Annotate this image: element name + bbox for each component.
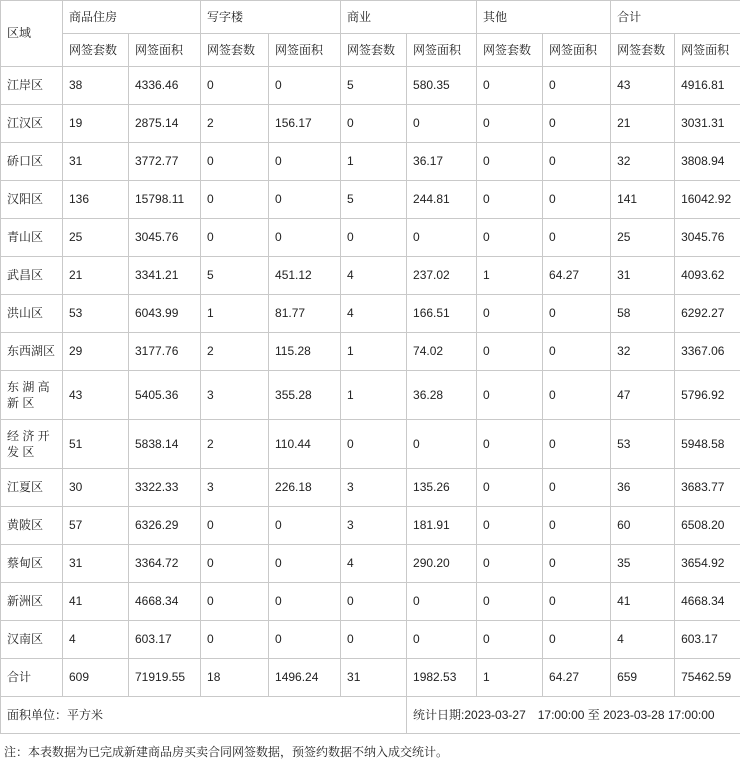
- cell: 41: [63, 583, 129, 621]
- cell: 3045.76: [675, 219, 740, 257]
- cell: 0: [269, 181, 341, 219]
- table-row: [1, 143, 740, 181]
- cell: 181.91: [407, 507, 477, 545]
- header-sub-3: 网签面积: [269, 34, 341, 67]
- cell: 0: [269, 143, 341, 181]
- row-region: 东西湖区: [1, 333, 63, 371]
- header-sub-5: 网签面积: [407, 34, 477, 67]
- row-region: 洪山区: [1, 295, 63, 333]
- cell: 0: [543, 420, 611, 469]
- cell: 60: [611, 507, 675, 545]
- cell: 0: [201, 583, 269, 621]
- row-region: 东 湖 高 新 区: [1, 371, 63, 420]
- cell: 0: [269, 545, 341, 583]
- total-label: 合计: [1, 659, 63, 697]
- cell: 290.20: [407, 545, 477, 583]
- total-cell: 71919.55: [129, 659, 201, 697]
- cell: 3364.72: [129, 545, 201, 583]
- total-cell: 1496.24: [269, 659, 341, 697]
- cell: 355.28: [269, 371, 341, 420]
- cell: 0: [201, 545, 269, 583]
- cell: 0: [477, 621, 543, 659]
- cell: 0: [543, 469, 611, 507]
- cell: 0: [477, 219, 543, 257]
- cell: 43: [63, 371, 129, 420]
- cell: 3322.33: [129, 469, 201, 507]
- cell: 0: [407, 105, 477, 143]
- stat-date-label: 统计日期:2023-03-27 17:00:00 至 2023-03-28 17:00:00: [407, 697, 740, 734]
- cell: 3683.77: [675, 469, 740, 507]
- cell: 1: [341, 371, 407, 420]
- header-sub-7: 网签面积: [543, 34, 611, 67]
- header-group-office: 写字楼: [201, 1, 341, 34]
- cell: 4: [341, 295, 407, 333]
- header-group-total: 合计: [611, 1, 740, 34]
- cell: 0: [407, 621, 477, 659]
- table-row: [1, 219, 740, 257]
- cell: 0: [543, 583, 611, 621]
- total-cell: 64.27: [543, 659, 611, 697]
- cell: 0: [477, 181, 543, 219]
- cell: 47: [611, 371, 675, 420]
- cell: 0: [477, 105, 543, 143]
- row-region: 江岸区: [1, 67, 63, 105]
- cell: 4668.34: [675, 583, 740, 621]
- cell: 3045.76: [129, 219, 201, 257]
- row-region: 硚口区: [1, 143, 63, 181]
- cell: 0: [543, 545, 611, 583]
- cell: 0: [477, 583, 543, 621]
- cell: 4336.46: [129, 67, 201, 105]
- cell: 0: [201, 621, 269, 659]
- cell: 4: [341, 545, 407, 583]
- cell: 30: [63, 469, 129, 507]
- cell: 6326.29: [129, 507, 201, 545]
- table-row: [1, 545, 740, 583]
- header-sub-6: 网签套数: [477, 34, 543, 67]
- cell: 35: [611, 545, 675, 583]
- cell: 3772.77: [129, 143, 201, 181]
- cell: 1: [341, 333, 407, 371]
- cell: 38: [63, 67, 129, 105]
- table-group-header-row: [1, 1, 740, 34]
- header-sub-4: 网签套数: [341, 34, 407, 67]
- cell: 31: [63, 143, 129, 181]
- cell: 0: [341, 583, 407, 621]
- table-row: [1, 621, 740, 659]
- cell: 0: [269, 507, 341, 545]
- cell: 4668.34: [129, 583, 201, 621]
- cell: 5: [341, 67, 407, 105]
- table-row: [1, 67, 740, 105]
- cell: 2: [201, 105, 269, 143]
- cell: 32: [611, 143, 675, 181]
- cell: 0: [543, 371, 611, 420]
- cell: 156.17: [269, 105, 341, 143]
- cell: 0: [201, 67, 269, 105]
- cell: 0: [201, 181, 269, 219]
- cell: 2875.14: [129, 105, 201, 143]
- cell: 3177.76: [129, 333, 201, 371]
- cell: 136: [63, 181, 129, 219]
- table-row: [1, 371, 740, 420]
- cell: 2: [201, 420, 269, 469]
- cell: 4916.81: [675, 67, 740, 105]
- header-group-commercial: 商业: [341, 1, 477, 34]
- cell: 4: [611, 621, 675, 659]
- cell: 36.17: [407, 143, 477, 181]
- cell: 226.18: [269, 469, 341, 507]
- cell: 0: [477, 333, 543, 371]
- cell: 244.81: [407, 181, 477, 219]
- cell: 0: [341, 420, 407, 469]
- cell: 29: [63, 333, 129, 371]
- cell: 0: [543, 105, 611, 143]
- cell: 41: [611, 583, 675, 621]
- cell: 0: [543, 333, 611, 371]
- cell: 3: [201, 469, 269, 507]
- cell: 0: [543, 621, 611, 659]
- table-row: [1, 583, 740, 621]
- header-sub-8: 网签套数: [611, 34, 675, 67]
- row-region: 青山区: [1, 219, 63, 257]
- cell: 0: [477, 295, 543, 333]
- table-row: [1, 105, 740, 143]
- cell: 0: [477, 371, 543, 420]
- cell: 5948.58: [675, 420, 740, 469]
- cell: 0: [407, 420, 477, 469]
- header-sub-0: 网签套数: [63, 34, 129, 67]
- cell: 0: [477, 507, 543, 545]
- cell: 5: [341, 181, 407, 219]
- total-cell: 1982.53: [407, 659, 477, 697]
- row-region: 江汉区: [1, 105, 63, 143]
- total-cell: 659: [611, 659, 675, 697]
- cell: 43: [611, 67, 675, 105]
- cell: 5838.14: [129, 420, 201, 469]
- cell: 0: [341, 219, 407, 257]
- row-region: 黄陂区: [1, 507, 63, 545]
- cell: 0: [477, 143, 543, 181]
- cell: 25: [611, 219, 675, 257]
- cell: 3: [341, 469, 407, 507]
- cell: 3654.92: [675, 545, 740, 583]
- area-unit-label: 面积单位：平方米: [1, 697, 407, 734]
- cell: 0: [269, 67, 341, 105]
- row-region: 武昌区: [1, 257, 63, 295]
- cell: 0: [201, 143, 269, 181]
- cell: 5796.92: [675, 371, 740, 420]
- cell: 53: [611, 420, 675, 469]
- table-row: [1, 507, 740, 545]
- cell: 6043.99: [129, 295, 201, 333]
- cell: 0: [543, 143, 611, 181]
- cell: 1: [341, 143, 407, 181]
- cell: 31: [611, 257, 675, 295]
- cell: 0: [407, 583, 477, 621]
- cell: 166.51: [407, 295, 477, 333]
- cell: 0: [269, 621, 341, 659]
- header-sub-2: 网签套数: [201, 34, 269, 67]
- table-row: [1, 181, 740, 219]
- header-region: 区域: [1, 1, 63, 67]
- cell: 0: [477, 469, 543, 507]
- cell: 15798.11: [129, 181, 201, 219]
- total-cell: 1: [477, 659, 543, 697]
- table-sub-header-row: [1, 34, 740, 67]
- total-cell: 609: [63, 659, 129, 697]
- total-cell: 75462.59: [675, 659, 740, 697]
- cell: 57: [63, 507, 129, 545]
- cell: 1: [477, 257, 543, 295]
- cell: 51: [63, 420, 129, 469]
- cell: 603.17: [675, 621, 740, 659]
- row-region: 汉阳区: [1, 181, 63, 219]
- row-region: 蔡甸区: [1, 545, 63, 583]
- cell: 141: [611, 181, 675, 219]
- cell: 1: [201, 295, 269, 333]
- cell: 3: [201, 371, 269, 420]
- header-sub-9: 网签面积: [675, 34, 740, 67]
- cell: 16042.92: [675, 181, 740, 219]
- cell: 0: [407, 219, 477, 257]
- row-region: 汉南区: [1, 621, 63, 659]
- cell: 0: [543, 507, 611, 545]
- row-region: 新洲区: [1, 583, 63, 621]
- cell: 4093.62: [675, 257, 740, 295]
- cell: 32: [611, 333, 675, 371]
- cell: 0: [543, 219, 611, 257]
- cell: 0: [269, 583, 341, 621]
- table-total-row: [1, 659, 740, 697]
- table-row: [1, 257, 740, 295]
- cell: 6508.20: [675, 507, 740, 545]
- cell: 25: [63, 219, 129, 257]
- cell: 0: [341, 105, 407, 143]
- cell: 0: [341, 621, 407, 659]
- cell: 19: [63, 105, 129, 143]
- row-region: 经 济 开 发 区: [1, 420, 63, 469]
- cell: 3031.31: [675, 105, 740, 143]
- table-row: [1, 333, 740, 371]
- cell: 3: [341, 507, 407, 545]
- table-row: [1, 420, 740, 469]
- header-group-other: 其他: [477, 1, 611, 34]
- cell: 0: [269, 219, 341, 257]
- cell: 64.27: [543, 257, 611, 295]
- cell: 0: [543, 181, 611, 219]
- cell: 0: [477, 420, 543, 469]
- table-row: [1, 295, 740, 333]
- cell: 4: [63, 621, 129, 659]
- cell: 0: [477, 67, 543, 105]
- cell: 53: [63, 295, 129, 333]
- cell: 237.02: [407, 257, 477, 295]
- cell: 0: [543, 295, 611, 333]
- cell: 6292.27: [675, 295, 740, 333]
- total-cell: 31: [341, 659, 407, 697]
- cell: 31: [63, 545, 129, 583]
- cell: 603.17: [129, 621, 201, 659]
- cell: 0: [477, 545, 543, 583]
- row-region: 江夏区: [1, 469, 63, 507]
- header-group-residential: 商品住房: [63, 1, 201, 34]
- cell: 3808.94: [675, 143, 740, 181]
- cell: 580.35: [407, 67, 477, 105]
- cell: 36.28: [407, 371, 477, 420]
- cell: 2: [201, 333, 269, 371]
- cell: 0: [543, 67, 611, 105]
- cell: 110.44: [269, 420, 341, 469]
- cell: 135.26: [407, 469, 477, 507]
- cell: 3367.06: [675, 333, 740, 371]
- cell: 451.12: [269, 257, 341, 295]
- table-note: 注：本表数据为已完成新建商品房买卖合同网签数据，预签约数据不纳入成交统计。: [0, 734, 740, 760]
- cell: 58: [611, 295, 675, 333]
- cell: 81.77: [269, 295, 341, 333]
- total-cell: 18: [201, 659, 269, 697]
- table-row: [1, 469, 740, 507]
- cell: 3341.21: [129, 257, 201, 295]
- cell: 36: [611, 469, 675, 507]
- cell: 4: [341, 257, 407, 295]
- cell: 74.02: [407, 333, 477, 371]
- cell: 0: [201, 219, 269, 257]
- cell: 21: [611, 105, 675, 143]
- cell: 5: [201, 257, 269, 295]
- table-footer-row: [1, 697, 740, 734]
- header-sub-1: 网签面积: [129, 34, 201, 67]
- cell: 21: [63, 257, 129, 295]
- cell: 115.28: [269, 333, 341, 371]
- cell: 5405.36: [129, 371, 201, 420]
- cell: 0: [201, 507, 269, 545]
